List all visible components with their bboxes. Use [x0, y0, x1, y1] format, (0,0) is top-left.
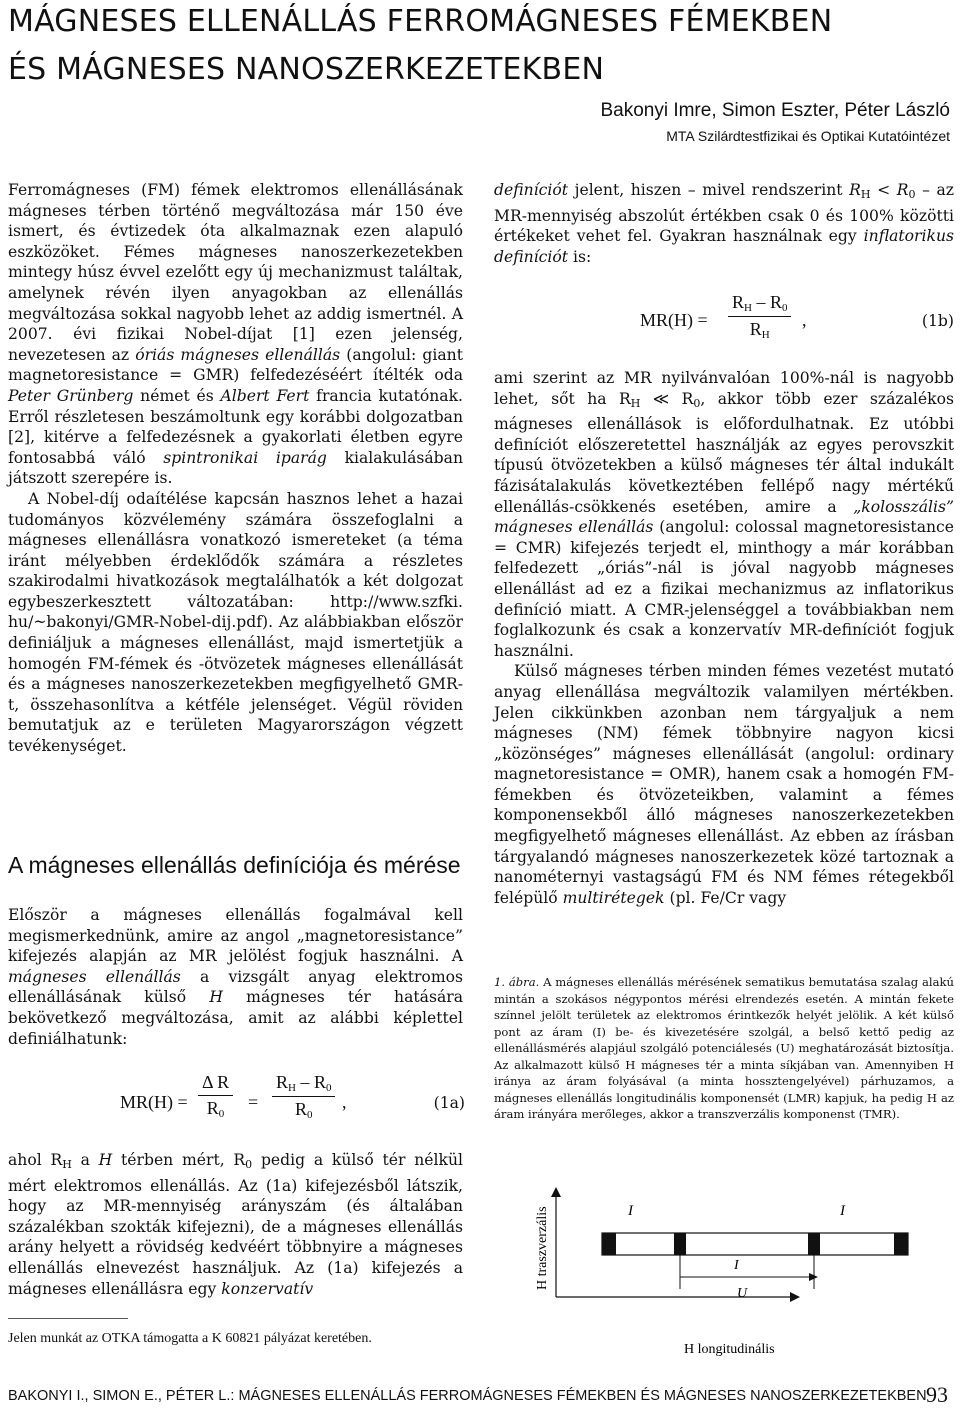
h-longitudinal-arrowhead — [790, 1292, 800, 1302]
right-column-top: definíciót jelent, hiszen – mivel rendszerint $R_H < R_0$ – az MR-mennyiség abszolút értékben csak 0 és 100% közötti értékeket vehet fel. Gyakran használnak egy inflatorikus definíciót is: — [494, 181, 954, 266]
current-label-middle: I — [734, 1258, 739, 1273]
right-column-main: ami szerint az MR nyilvánvalóan 100%-nál is nagyobb lehet, sőt ha $R_H$ ≪ $R_0$, akkor több ezer százalékos mágneses ellenállások is előfordulhatnak. Ez utóbbi definíciót előszeretettel használják az egyes perovszkit típusú ötvözetekben a külső mágneses tér által indukált fázisátalakulás következtében fellépő nagy mértékű ellenállás-csökkenés esetében, amire a „kolosszális” mágneses ellenállás (angolul: colossal magnetoresistance = CMR) kifejezés terjedt el, minthogy a már korábban felfedezett „óriás”-nál is jóval nagyobb mágneses ellenállást ad ez a fizikai mechanizmus az inflatorikus definíció miatt. A CMR-jelenséggel a továbbiakban nem foglalkozunk és csak a konzervatív MR-definíciót fogjuk használni. Külső mágneses térben minden fémes vezetést mutató anyag ellenállása megváltozik valamilyen mértékben. Jelen cikkünkben azonban nem tárgyaljuk a nem mágneses (NM) fémek többnyire nagyon kicsi „közönséges” mágneses ellenállását (angolul: ordinary magnetoresistance = OMR), hanem csak a homogén FM-fémekben és ötvözeteikben, valamint a fémes komponensekből álló mágneses nanoszerkezetekben megfigyelhető mágneses ellenállást. Az ebben az írásban tárgyalandó mágneses nanoszerkezetek közé tartoznak a nanométernyi vastagságú FM és NM fémes rétegekből felépülő multirétegek (pl. Fe/Cr vagy — [494, 369, 954, 907]
after-eq-paragraph: ahol $R_H$ a H térben mért, $R_0$ pedig a külső tér nélkül mért elektromos ellenállás. Az (1a) kifejezésből látszik, hogy az MR-mennyiség arányszám (és általában százalékban szokták kifejezni), de a mágneses ellenállás arány helyett a rövidség kedvéért többnyire a mágneses ellenállás elnevezést használjuk. Az (1a) kifejezés a mágneses ellenállásra egy konzervatív — [8, 1151, 463, 1298]
h-longitudinal-label: H longitudinális — [684, 1342, 775, 1357]
contact-3 — [808, 1233, 820, 1255]
h-transverse-arrowhead — [551, 1187, 561, 1197]
title-line-1: MÁGNESES ELLENÁLLÁS FERROMÁGNESES FÉMEKBEN — [8, 4, 833, 39]
figure-caption: 1. ábra. A mágneses ellenállás mérésének sematikus bemutatása szalag alakú mintán a szokásos négypontos mérési elrendezés esetén. A mintán fekete színnel jelölt területek az elektromos érintkezők helyét jelölik. A két külső pont az áram (I) be- és kivezetésére szolgál, a belső kettő pedig az ellenállásmérés alapjául szolgáló potenciálesés (U) meghatározását biztosítja. Az alkalmazott külső H mágneses tér a minta síkjában van. Amennyiben H iránya az áram folyásával (a minta hossztengelyével) párhuzamos, a mágneses ellenállás longitudinális komponensét (LMR) kapjuk, ha pedig H az áram irányára merőleges, akkor a transzverzális komponenst (TMR). — [494, 975, 954, 1121]
equation-1a: MR(H) = $\frac{\text{Δ R}}{R_0}$ = $\frac{R_H - R_0}{R_0}$ , (1a) — [120, 1072, 465, 1121]
title-line-2: ÉS MÁGNESES NANOSZERKEZETEKBEN — [8, 52, 605, 87]
intro-paragraph: Ferromágneses (FM) fémek elektromos ellenállásának mágneses térben történő megváltozása már 150 éve ismert, és évtizedek óta alkalmaznak ezen alapuló eszközöket. Fémes mágneses nanoszerkezetekben mintegy húsz évvel ezelőtt egy új mechanizmust találtak, amelynek révén ilyen anyagokban az ellenállás megváltozása sokkal nagyobb lehet az addig ismertnél. A 2007. évi fizikai Nobel-díjat [1] ezen jelenség, nevezetesen az óriás mágneses ellenállás (angolul: giant magnetoresistance = GMR) felfedezéséért ítélték oda Peter Grünberg német és Albert Fert francia kutatónak. Erről részletesen beszámoltunk egy korábbi dolgozatban [2], kitérve a felfedezésnek a gyakorlati életben egyre fontosabbá váló spintronikai iparág kialakulásában játszott szerepére is. — [8, 181, 463, 488]
voltage-label: U — [737, 1286, 748, 1301]
authors: Bakonyi Imre, Simon Eszter, Péter László — [600, 100, 950, 121]
equation-1b: MR(H) = $\frac{R_H - R_0}{R_H}$ , (1b) — [640, 292, 954, 341]
nobel-paragraph: A Nobel-díj odaítélése kapcsán hasznos lehet a hazai tudományos közvélemény számára összefoglalni a mágneses ellenállásra vonatkozó ismereteket (a téma iránt mélyebben érdeklődők számára a részletes szakirodalmi hivatkozások megtalálhatók a két dolgozat egybeszerkesztett változatában: http://www.szfki. hu/~bakonyi/GMR-Nobel-dij.pdf). Az alábbiakban először definiáljuk a mágneses ellenállást, majd ismertetjük a homogén FM-fémek és -ötvözetek mágneses ellenállását és a mágneses nanoszerkezetekben megfigyelhető GMR-t, összehasonlítva a kétféle jelenséget. Végül röviden bemutatjuk az e területen Magyarországon végzett tevékenységet. — [8, 489, 463, 756]
affiliation: MTA Szilárdtestfizikai és Optikai Kutatóintézet — [666, 128, 950, 144]
footnote: Jelen munkát az OTKA támogatta a K 60821 pályázat keretében. — [8, 1331, 372, 1346]
running-footer: BAKONYI I., SIMON E., PÉTER L.: MÁGNESES ELLENÁLLÁS FERROMÁGNESES FÉMEKBEN ÉS MÁGNESES NANOSZERKEZETEKBEN — [8, 1388, 927, 1404]
contact-4 — [894, 1233, 908, 1255]
footnote-rule — [8, 1318, 128, 1319]
definition-paragraph: Először a mágneses ellenállás fogalmával kell megismerkednünk, amire az angol „magnetoresistance” kifejezés alapján az MR jelölést fogjuk használni. A mágneses ellenállás a vizsgált anyag elektromos ellenállásának külső H mágneses tér hatására bekövetkező megváltozása, amit az alábbi képlettel definiálhatunk: — [8, 906, 463, 1048]
contact-1 — [602, 1233, 616, 1255]
current-label-right: I — [840, 1203, 845, 1219]
h-transverse-label: H traszverzális — [535, 1206, 550, 1290]
left-column-top — [8, 180, 463, 757]
sample-strip — [602, 1233, 908, 1255]
section-heading: A mágneses ellenállás definíciója és mérése — [8, 852, 461, 878]
contact-2 — [674, 1233, 686, 1255]
current-label-left: I — [628, 1203, 633, 1219]
figure-1 — [494, 1185, 956, 1375]
page-number: 93 — [926, 1382, 948, 1407]
